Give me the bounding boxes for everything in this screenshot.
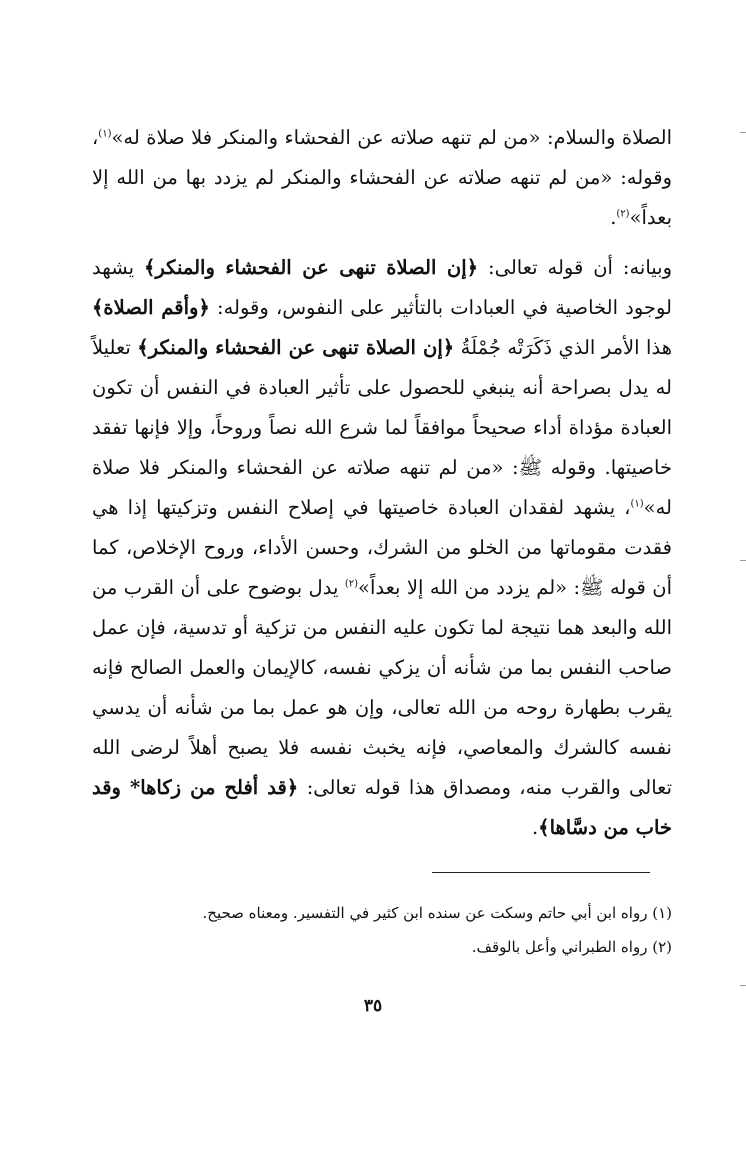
footnote-ref: (٢) <box>616 208 630 220</box>
quran-quote: ﴿قد أفلح من زكاها* وقد خاب من دسَّاها﴾ <box>92 776 672 839</box>
footnote-ref: (١) <box>630 498 644 510</box>
quran-quote: ﴿إن الصلاة تنهى عن الفحشاء والمنكر﴾ <box>143 256 479 279</box>
text-run: . <box>531 816 539 839</box>
page-number: ٣٥ <box>363 996 383 1016</box>
edge-mark <box>740 985 746 986</box>
edge-mark <box>740 132 746 133</box>
text-run: وبيانه: أن قوله تعالى: <box>478 256 672 279</box>
quran-quote: ﴿وأقم الصلاة﴾ <box>92 296 210 319</box>
footnote-ref: (٢) <box>344 578 359 590</box>
quran-quote: ﴿إن الصلاة تنهى عن الفحشاء والمنكر﴾ <box>137 336 455 359</box>
text-run: هذا الأمر الذي ذَكَرَتْه جُمْلَةُ <box>454 336 672 359</box>
text-run: . <box>610 206 617 229</box>
text-run: ، يشهد لفقدان العبادة خاصيتها في إصلاح النفس وتزكيتها إذا هي فقدت مقوماتها من الخلو من الشرك، وحسن الأداء، وروح الإخلاص، كما أن قوله ﷺ: «لم يزدد من الله إلا بعداً» <box>92 496 672 599</box>
text-run: ، وقوله: «من لم تنهه صلاته عن الفحشاء والمنكر لم يزدد بها من الله إلا بعداً» <box>92 126 672 229</box>
text-run: الصلاة والسلام: «من لم تنهه صلاته عن الفحشاء والمنكر فلا صلاة له» <box>111 126 672 149</box>
paragraph-1 <box>92 118 672 238</box>
main-text <box>92 118 672 848</box>
text-run: تعليلاً له يدل بصراحة أنه ينبغي للحصول على تأثير العبادة في النفس أن تكون العبادة مؤداة أداء صحيحاً موافقاً لما شرع الله نصاً وروحاً، وإلا فإنها تفقد خاصيتها. وقوله ﷺ: «من لم تنهه صلاته عن الفحشاء والمنكر فلا صلاة له» <box>92 336 672 519</box>
footnote-separator <box>432 872 650 873</box>
edge-mark <box>740 560 746 561</box>
footnote-ref: (١) <box>98 128 112 140</box>
footnote-1: (١) رواه ابن أبي حاتم وسكت عن سنده ابن كثير في التفسير. ومعناه صحيح. <box>202 904 672 922</box>
footnote-2: (٢) رواه الطبراني وأعل بالوقف. <box>471 938 672 956</box>
footnotes <box>92 896 672 964</box>
text-run: يشهد لوجود الخاصية في العبادات بالتأثير على النفوس، وقوله: <box>92 256 672 319</box>
paragraph-2 <box>92 248 672 848</box>
text-run: يدل بوضوح على أن القرب من الله والبعد هما نتيجة لما تكون عليه النفس من تزكية أو تدسية، فإن عمل صاحب النفس بما من شأنه أن يزكي نفسه، كالإيمان والعمل الصالح فإنه يقرب بطهارة روحه من الله تعالى، وإن هو عمل بما من شأنه أن يدسي نفسه كالشرك والمعاصي، فإنه يخبث نفسه فلا يصبح أهلاً لرضى الله تعالى والقرب منه، ومصداق هذا قوله تعالى: <box>92 576 672 799</box>
